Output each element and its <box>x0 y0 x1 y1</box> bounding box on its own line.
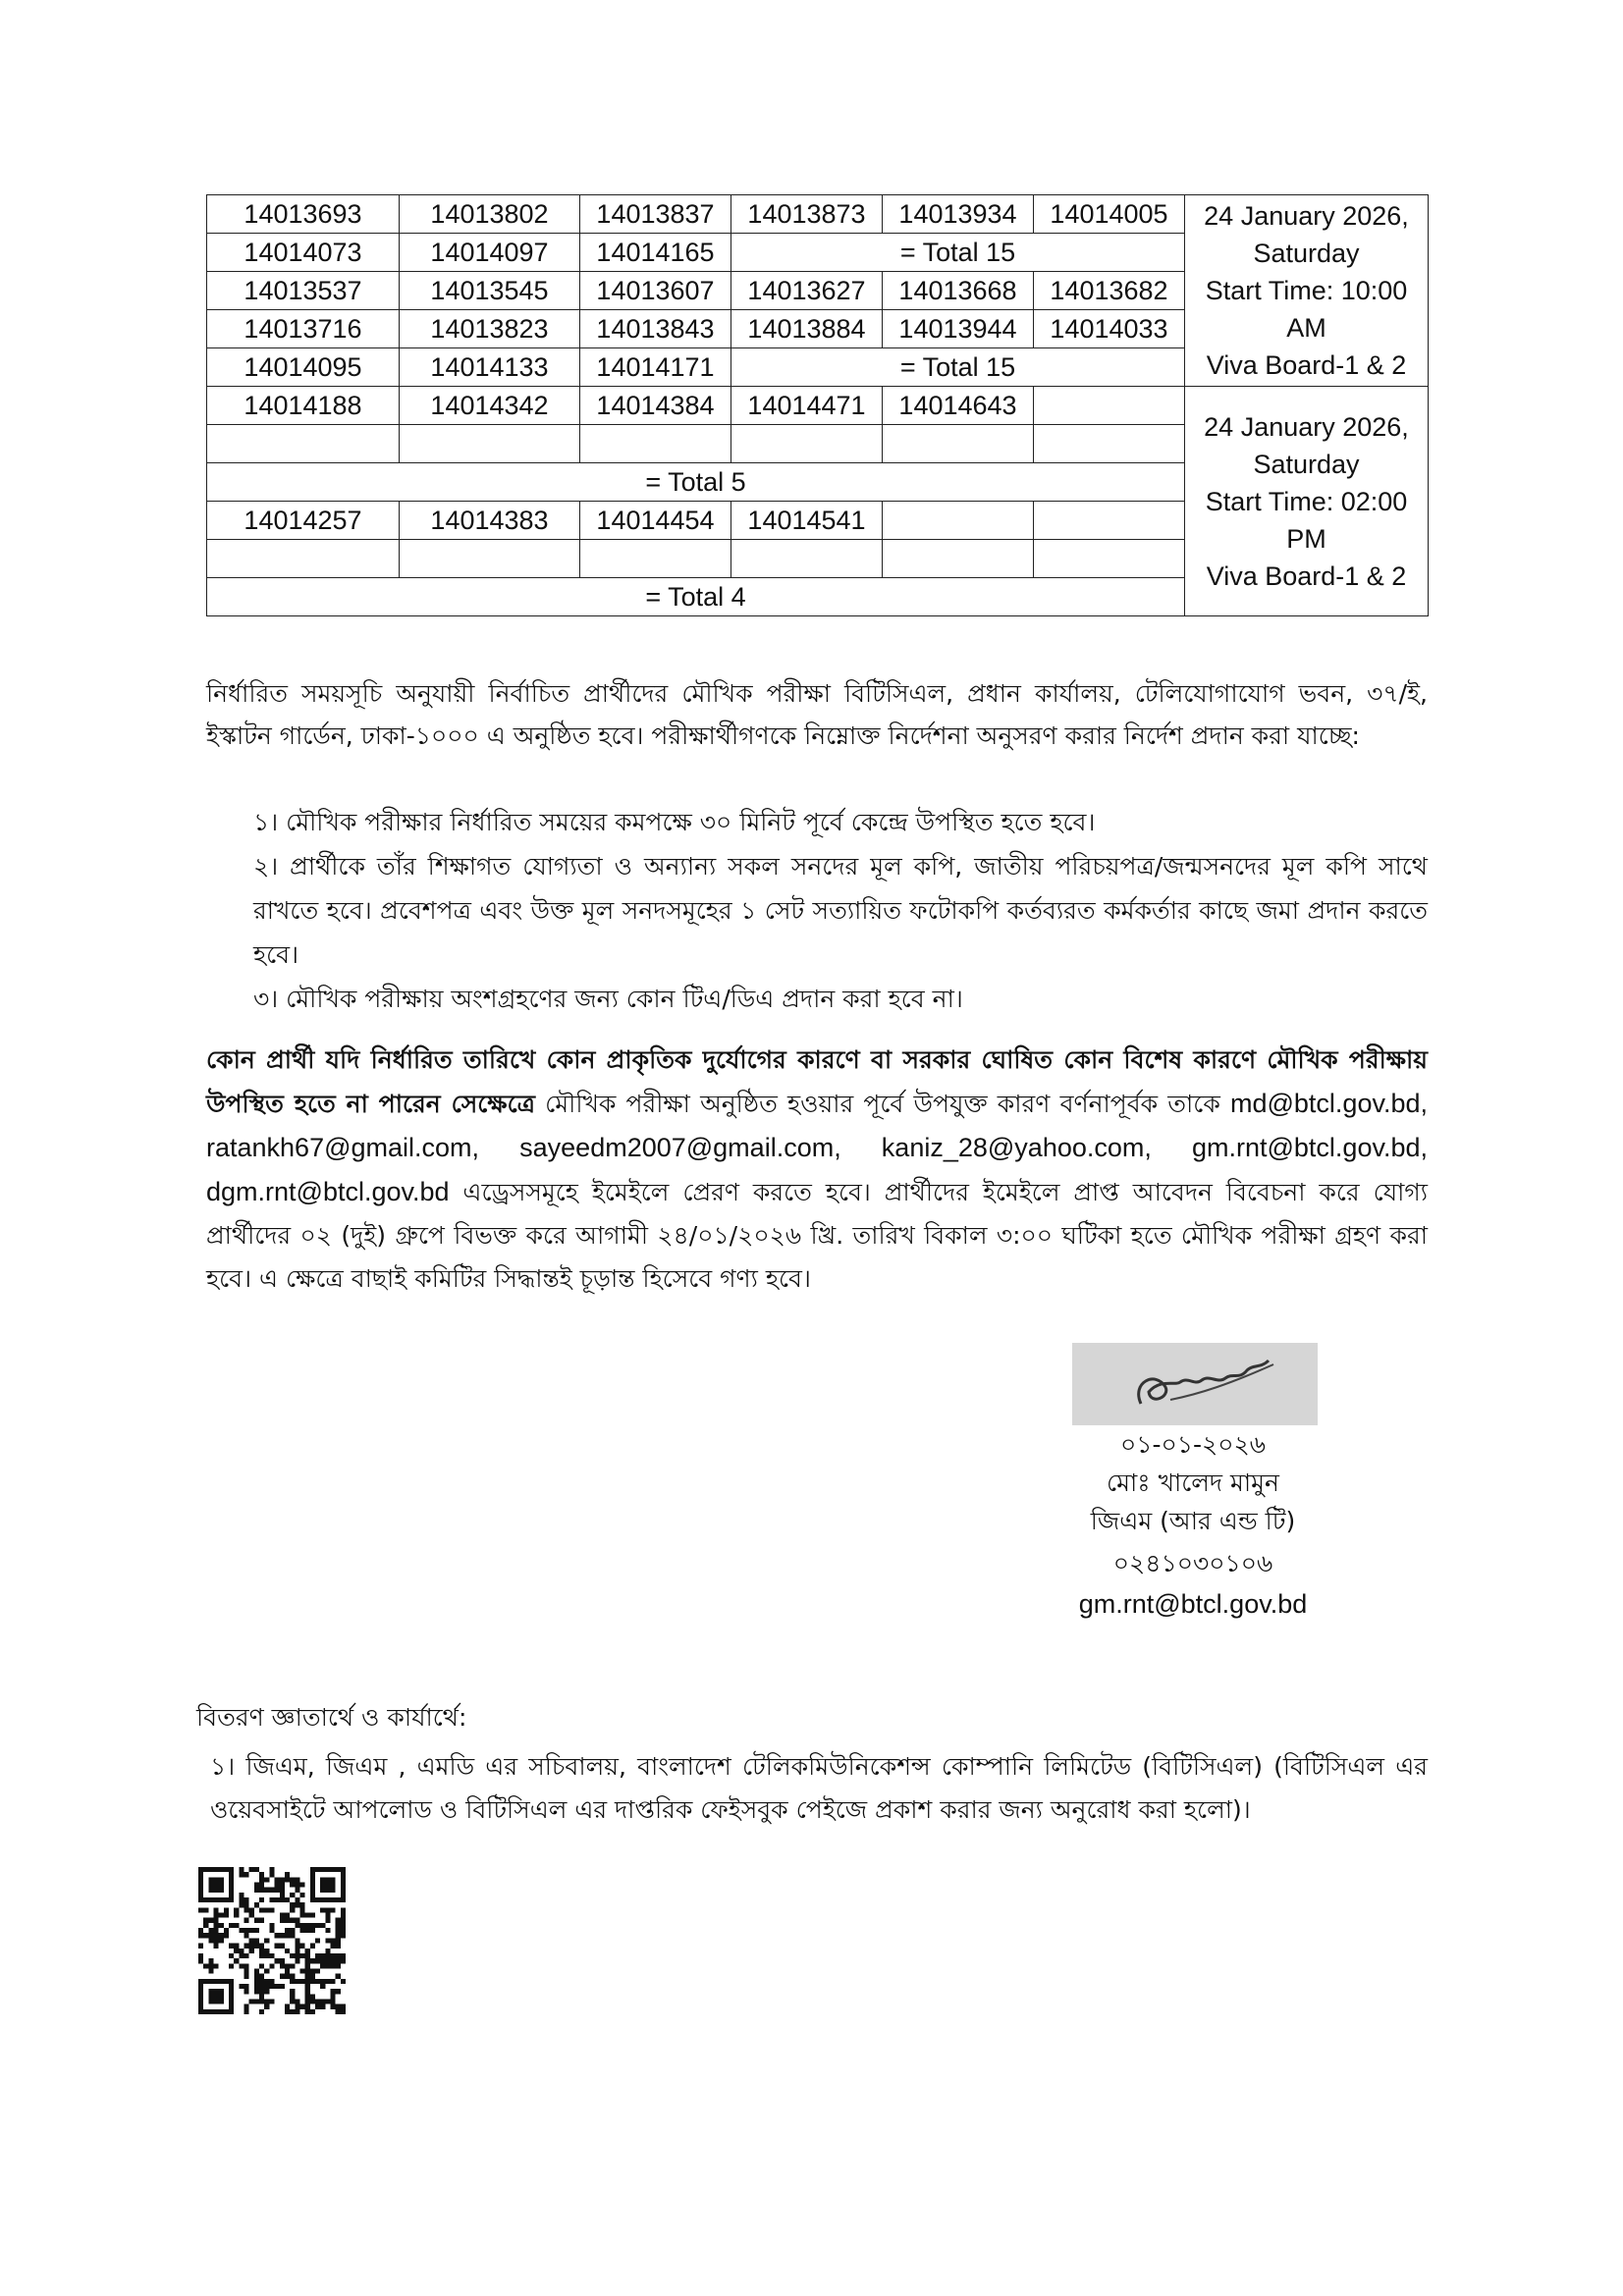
empty-cell <box>731 425 883 463</box>
roll-cell: 14014471 <box>731 387 883 425</box>
schedule-day: Saturday <box>1253 449 1360 479</box>
roll-cell: 14014005 <box>1034 195 1185 234</box>
empty-cell <box>207 425 400 463</box>
empty-cell <box>580 425 731 463</box>
roll-cell: 14013668 <box>883 272 1034 310</box>
distribution-item: ১। জিএম, জিএম , এমডি এর সচিবালয়, বাংলাদেশ টেলিকমিউনিকেশন্স কোম্পানি লিমিটেড (বিটিসিএল) (বিটিসিএল এর ওয়েবসাইটে আপলোড ও বিটিসিএল এর দাপ্তরিক ফেইসবুক পেইজে প্রকাশ করার জন্য অনুরোধ করা হলো)। <box>210 1752 1428 1824</box>
schedule-board: Viva Board-1 & 2 <box>1206 561 1407 591</box>
roll-cell: 14013545 <box>400 272 580 310</box>
signatory-name: মোঃ খালেদ মামুন <box>1107 1468 1279 1497</box>
roll-cell: 14013802 <box>400 195 580 234</box>
roll-cell: 14013682 <box>1034 272 1185 310</box>
roll-cell: 14014454 <box>580 502 731 540</box>
empty-cell <box>1034 387 1185 425</box>
signature-scribble-icon <box>1072 1343 1318 1425</box>
schedule-day: Saturday <box>1253 239 1360 268</box>
signature-date: ০১-০১-২০২৬ <box>1119 1430 1267 1459</box>
total-cell: = Total 15 <box>731 234 1185 272</box>
notice-text: মৌখিক পরীক্ষা অনুষ্ঠিত হওয়ার পূর্বে উপযুক্ত কারণ বর্ণনাপূর্বক তাকে <box>534 1090 1230 1118</box>
empty-cell <box>883 540 1034 578</box>
empty-cell <box>207 540 400 578</box>
notice-bold-text: কোন প্রার্থী যদি নির্ধারিত তারিখে কোন প্রাকৃতিক দুর্যোগের কারণে বা সরকার ঘোষিত কোন বিশেষ কারণে মৌখিক পরীক্ষায় উপস্থিত হতে না পারেন সেক্ষেত্রে <box>206 1045 1428 1118</box>
roll-cell: 14013607 <box>580 272 731 310</box>
signatory-title: জিএম (আর এন্ড টি) <box>1090 1507 1296 1535</box>
roll-cell: 14013716 <box>207 310 400 348</box>
roll-cell: 14013934 <box>883 195 1034 234</box>
empty-cell <box>580 540 731 578</box>
list-item: ৩। মৌখিক পরীক্ষায় অংশগ্রহণের জন্য কোন টিএ/ডিএ প্রদান করা হবে না। <box>253 985 963 1013</box>
list-item: ২। প্রার্থীকে তাঁর শিক্ষাগত যোগ্যতা ও অন্যান্য সকল সনদের মূল কপি, জাতীয় পরিচয়পত্র/জন্মসনদের মূল কপি সাথে রাখতে হবে। প্রবেশপত্র এবং উক্ত মূল সনদসমূহের ১ সেট সত্যায়িত ফটোকপি কর্তব্যরত কর্মকর্তার কাছে জমা প্রদান করতে হবে। <box>253 852 1428 969</box>
total-cell: = Total 5 <box>207 463 1185 502</box>
list-item: ১। মৌখিক পরীক্ষার নির্ধারিত সময়ের কমপক্ষে ৩০ মিনিট পূর্বে কেন্দ্রে উপস্থিত হতে হবে। <box>253 808 1096 836</box>
schedule-time: Start Time: 10:00 <box>1205 276 1408 305</box>
total-cell: = Total 4 <box>207 578 1185 616</box>
notice-text: এড্রেসসমূহে ইমেইলে প্রেরণ করতে হবে। প্রার্থীদের ইমেইলে প্রাপ্ত আবেদন বিবেচনা করে যোগ্য প্রার্থীদের ০২ (দুই) গ্রুপে বিভক্ত করে আগামী ২৪/০১/২০২৬ খ্রি. তারিখ বিকাল ৩:০০ ঘটিকা হতে মৌখিক পরীক্ষা গ্রহণ করা হবে। এ ক্ষেত্রে বাছাই কমিটির সিদ্ধান্তই চূড়ান্ত হিসেবে গণ্য হবে। <box>206 1178 1428 1293</box>
roll-cell: 14014133 <box>400 348 580 387</box>
schedule-ampm: AM <box>1286 313 1326 343</box>
roll-cell: 14014643 <box>883 387 1034 425</box>
roll-cell: 14014384 <box>580 387 731 425</box>
empty-cell <box>883 425 1034 463</box>
roll-cell: 14013884 <box>731 310 883 348</box>
roll-cell: 14013837 <box>580 195 731 234</box>
schedule-date: 24 January 2026, <box>1204 201 1409 231</box>
roll-cell: 14013537 <box>207 272 400 310</box>
roll-cell: 14013627 <box>731 272 883 310</box>
signature-block <box>1021 1425 1365 1626</box>
roll-cell: 14014541 <box>731 502 883 540</box>
roll-cell: 14013823 <box>400 310 580 348</box>
schedule-board: Viva Board-1 & 2 <box>1206 350 1407 380</box>
roll-cell: 14014342 <box>400 387 580 425</box>
schedule-date: 24 January 2026, <box>1204 411 1409 442</box>
roll-cell: 14014095 <box>207 348 400 387</box>
roll-cell: 14014257 <box>207 502 400 540</box>
table-row <box>207 195 1429 234</box>
roll-cell: 14013843 <box>580 310 731 348</box>
viva-schedule-table <box>206 194 1429 616</box>
roll-cell: 14014171 <box>580 348 731 387</box>
roll-cell: 14014073 <box>207 234 400 272</box>
roll-cell: 14014165 <box>580 234 731 272</box>
roll-cell: 14013873 <box>731 195 883 234</box>
signature-image <box>1072 1343 1318 1425</box>
instruction-list <box>253 800 1428 1021</box>
roll-cell: 14014097 <box>400 234 580 272</box>
email-list: md@btcl.gov.bd, ratankh67@gmail.com, sayeedm2007@gmail.com, kaniz_28@yahoo.com, gm.rnt@btcl.gov.bd, dgm.rnt@btcl.gov.bd <box>206 1089 1428 1206</box>
empty-cell <box>1034 425 1185 463</box>
empty-cell <box>400 425 580 463</box>
schedule-time: Start Time: 02:00 <box>1205 486 1408 516</box>
roll-cell: 14014033 <box>1034 310 1185 348</box>
intro-paragraph: নির্ধারিত সময়সূচি অনুযায়ী নির্বাচিত প্রার্থীদের মৌখিক পরীক্ষা বিটিসিএল, প্রধান কার্যালয়, টেলিযোগাযোগ ভবন, ৩৭/ই, ইস্কাটন গার্ডেন, ঢাকা-১০০০ এ অনুষ্ঠিত হবে। পরীক্ষার্থীগণকে নিম্নোক্ত নির্দেশনা অনুসরণ করার নির্দেশ প্রদান করা যাচ্ছে: <box>206 679 1428 750</box>
table-row <box>207 387 1429 425</box>
signatory-email: gm.rnt@btcl.gov.bd <box>1078 1589 1308 1619</box>
roll-cell: 14013944 <box>883 310 1034 348</box>
roll-cell: 14014188 <box>207 387 400 425</box>
empty-cell <box>1034 540 1185 578</box>
distribution-title: বিতরণ জ্ঞাতার্থে ও কার্যার্থে: <box>196 1703 467 1732</box>
schedule-ampm: PM <box>1286 523 1326 554</box>
roll-cell: 14014383 <box>400 502 580 540</box>
empty-cell <box>400 540 580 578</box>
notice-paragraph <box>206 1039 1428 1301</box>
schedule-info-afternoon <box>1185 387 1429 616</box>
signatory-phone: ০২৪১০৩০১০৬ <box>1112 1549 1273 1577</box>
empty-cell <box>731 540 883 578</box>
schedule-info-morning <box>1185 195 1429 387</box>
qr-code-icon <box>198 1867 346 2014</box>
total-cell: = Total 15 <box>731 348 1185 387</box>
empty-cell <box>1034 502 1185 540</box>
roll-cell: 14013693 <box>207 195 400 234</box>
empty-cell <box>883 502 1034 540</box>
